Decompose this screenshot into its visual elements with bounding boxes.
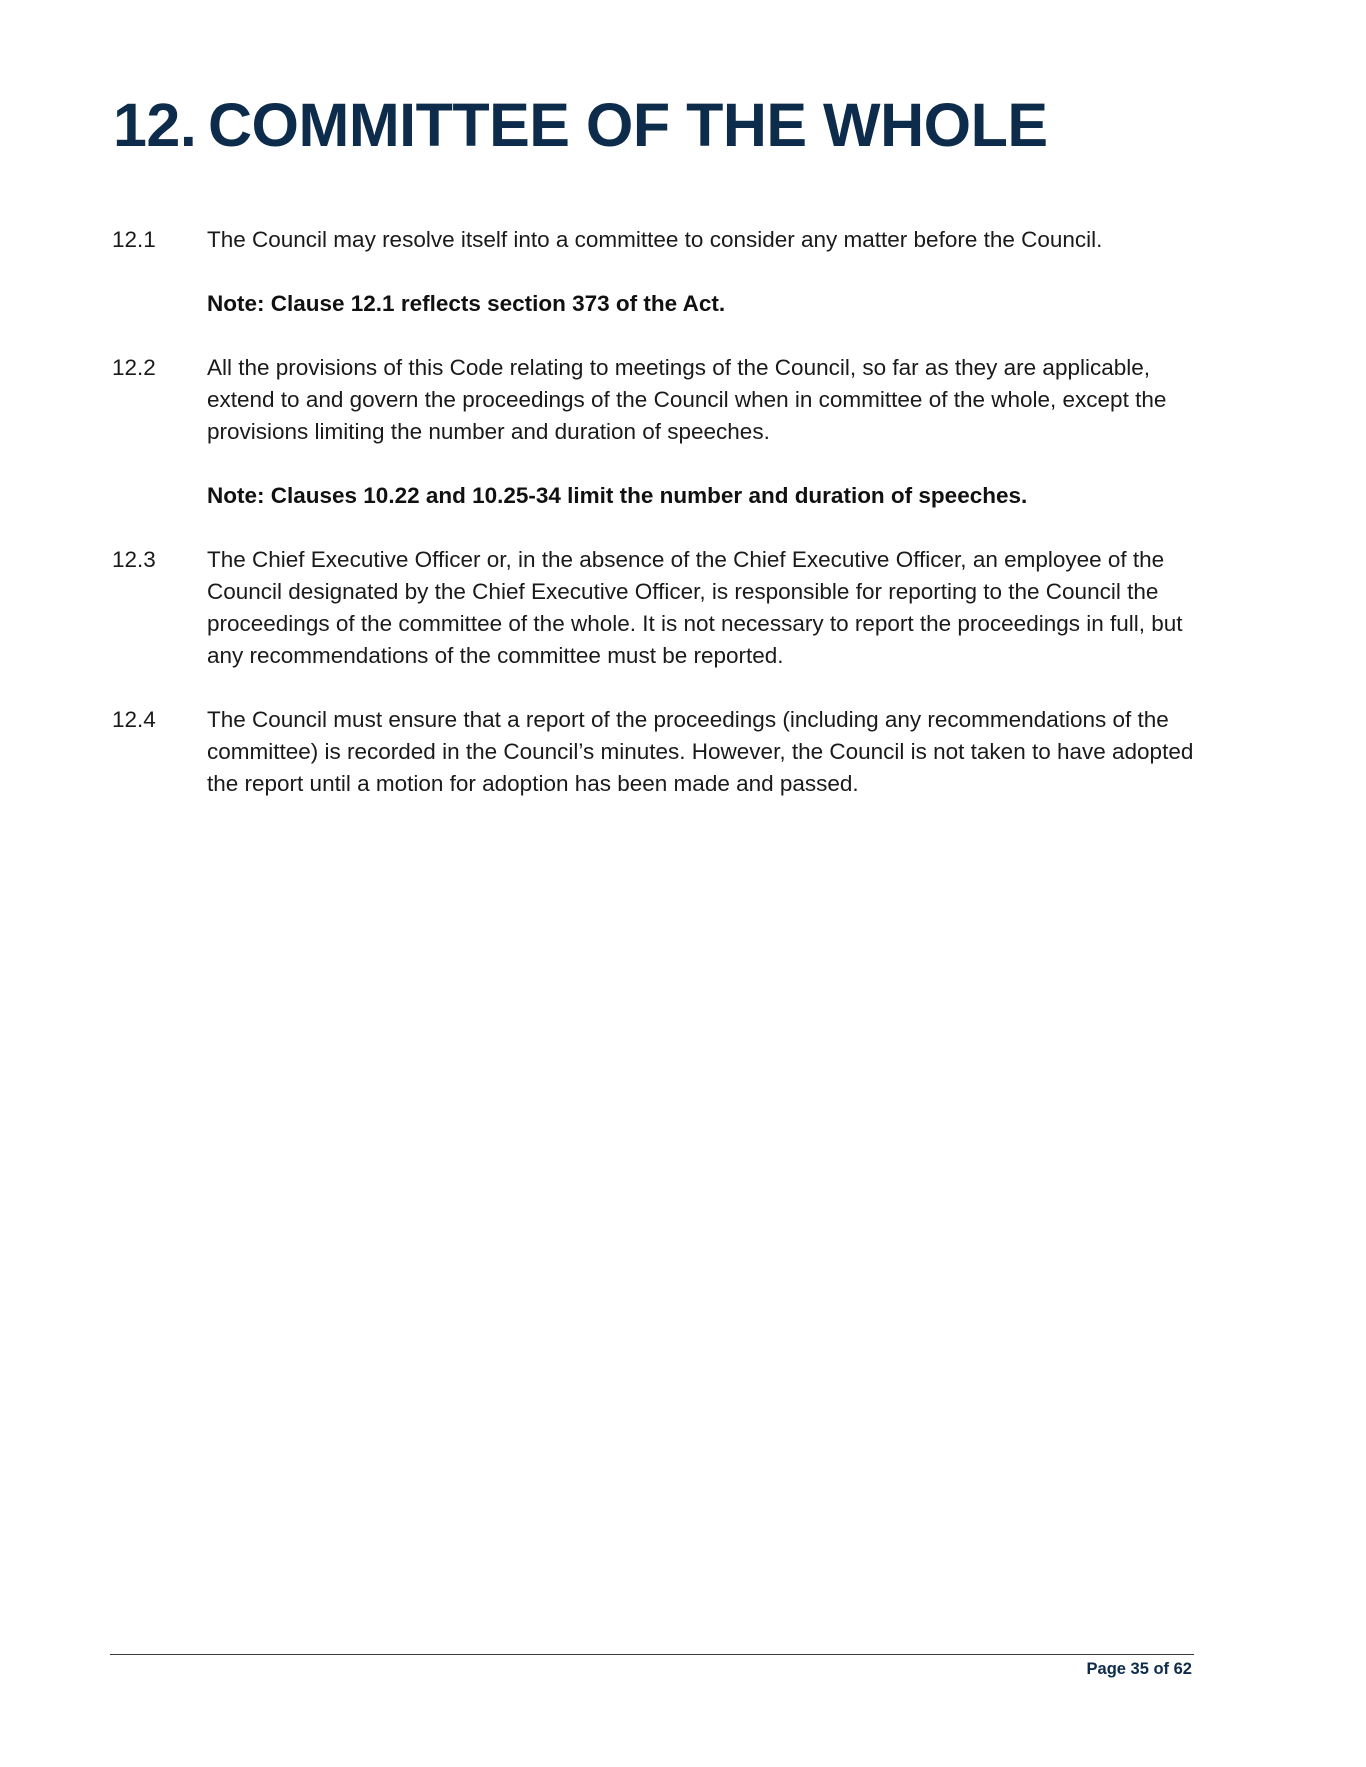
clause-text: The Council must ensure that a report of the proceedings (including any recommendations of the committee) is recorded in the Council’s minutes. However, the Council is not taken to have adopted the report until a motion for adoption has been made and passed. — [207, 707, 1194, 796]
section-heading — [113, 92, 1048, 159]
clause-number: 12.4 — [112, 707, 156, 732]
clause-number: 12.2 — [112, 355, 156, 380]
clause-12-4 — [112, 704, 1202, 800]
clause-12-2 — [112, 352, 1202, 512]
footer-divider — [110, 1654, 1194, 1655]
clause-text: The Council may resolve itself into a committee to consider any matter before the Council. — [207, 227, 1103, 252]
clause-text: The Chief Executive Officer or, in the absence of the Chief Executive Officer, an employee of the Council designated by the Chief Executive Officer, is responsible for reporting to the Council the proceedings of the committee of the whole. It is not necessary to report the proceedings in full, but any recommendations of the committee must be reported. — [207, 547, 1183, 668]
clause-12-1 — [112, 224, 1202, 320]
clause-body — [207, 224, 1202, 320]
clause-body — [207, 352, 1202, 512]
section-number: 12. — [113, 91, 197, 159]
page-number: Page 35 of 62 — [1086, 1660, 1192, 1678]
clause-list — [112, 224, 1202, 832]
clause-body — [207, 704, 1202, 800]
clause-note: Note: Clauses 10.22 and 10.25-34 limit the number and duration of speeches. — [207, 483, 1028, 508]
section-title: COMMITTEE OF THE WHOLE — [208, 91, 1048, 159]
clause-number: 12.3 — [112, 547, 156, 572]
clause-12-3 — [112, 544, 1202, 672]
clause-note: Note: Clause 12.1 reflects section 373 of the Act. — [207, 291, 726, 316]
clause-text: All the provisions of this Code relating to meetings of the Council, so far as they are applicable, extend to and govern the proceedings of the Council when in committee of the whole, except the provisions limiting the number and duration of speeches. — [207, 355, 1167, 444]
clause-body — [207, 544, 1202, 672]
clause-number: 12.1 — [112, 227, 156, 252]
